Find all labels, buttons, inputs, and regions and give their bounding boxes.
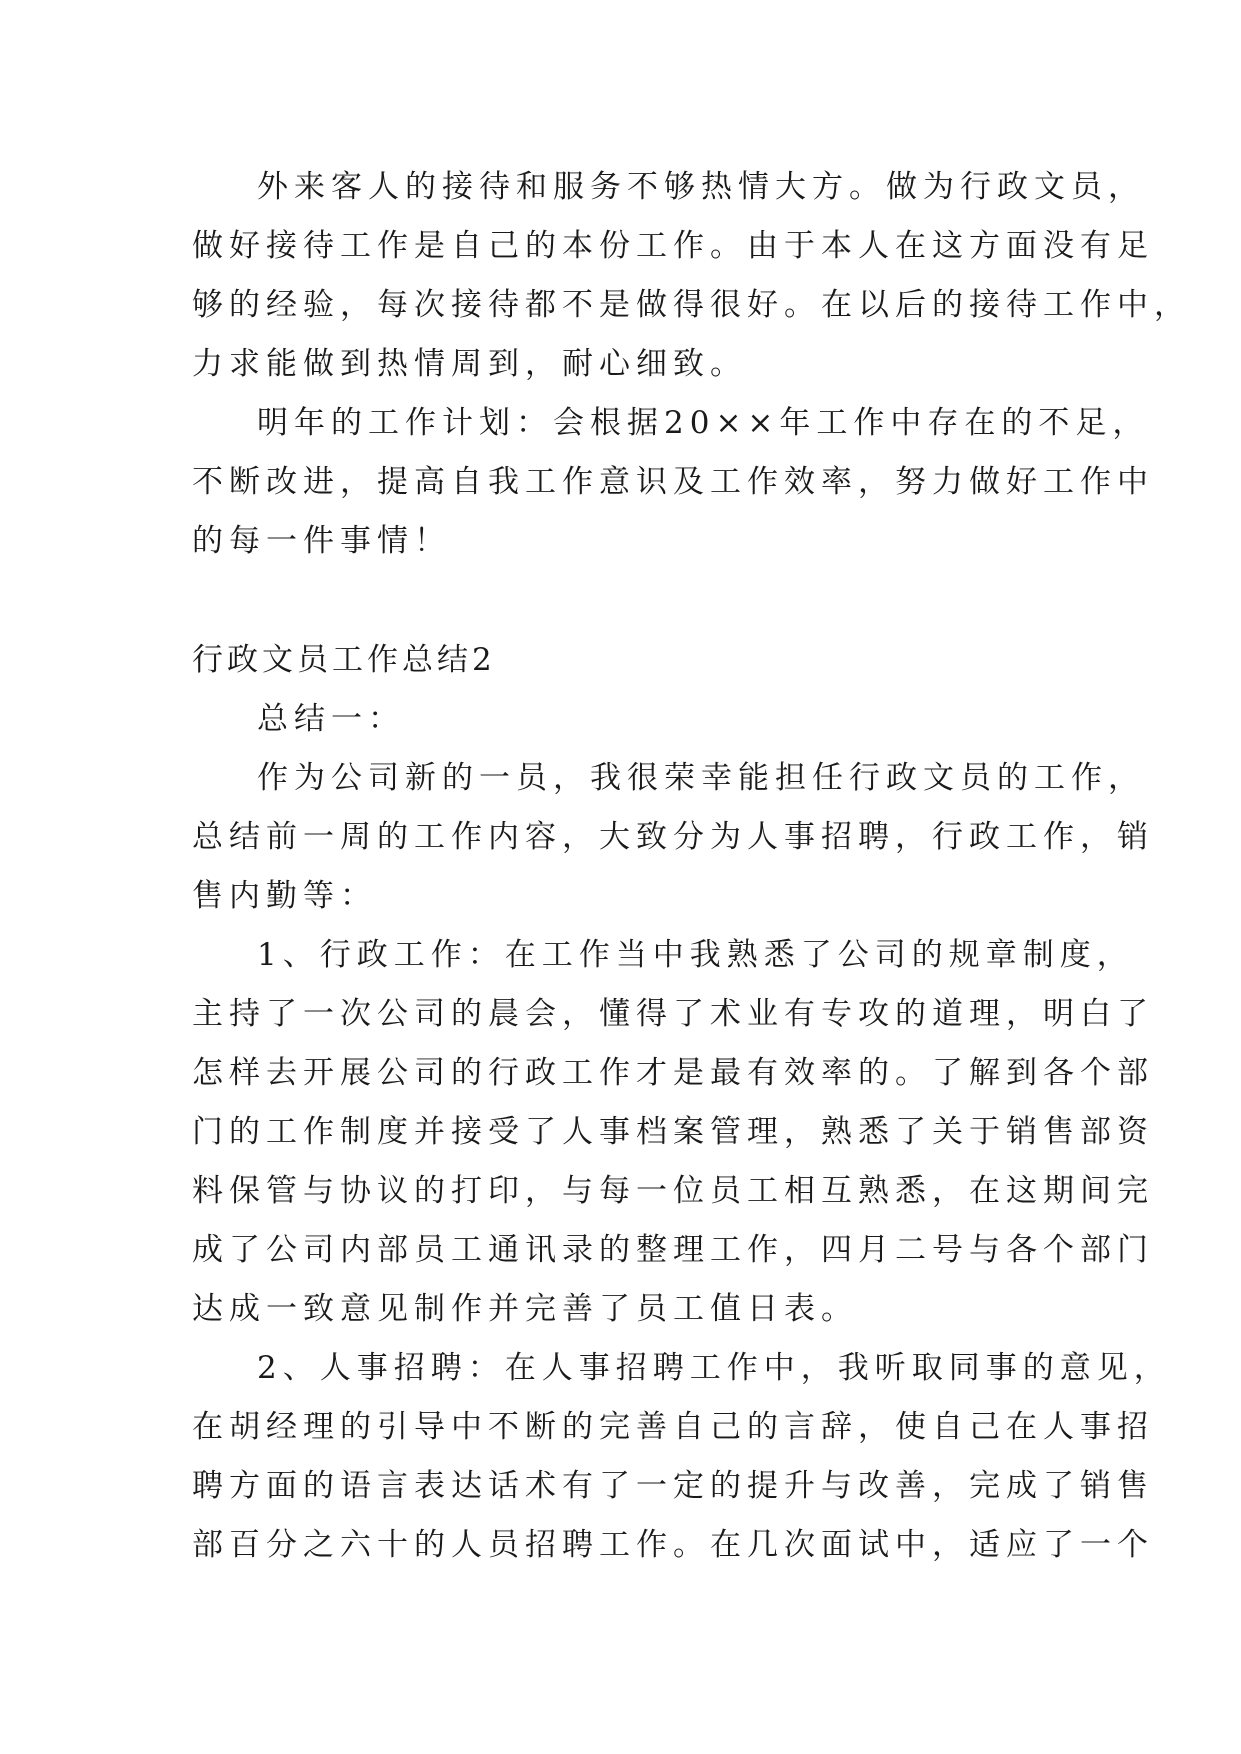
text-line: 在胡经理的引导中不断的完善自己的言辞，使自己在人事招 bbox=[192, 1409, 1154, 1445]
section-spacer bbox=[192, 571, 1052, 631]
text-line: 明年的工作计划：会根据20××年工作中存在的不足， bbox=[257, 405, 1150, 441]
paragraph-recruitment bbox=[192, 1339, 1171, 1575]
paragraph-admin-work bbox=[192, 926, 1154, 1339]
text-line: 聘方面的语言表达话术有了一定的提升与改善，完成了销售 bbox=[192, 1468, 1154, 1504]
document-body bbox=[192, 158, 1191, 1575]
paragraph-reception bbox=[192, 158, 1191, 394]
paragraph-next-year-plan bbox=[192, 394, 1154, 571]
text-line: 售内勤等： bbox=[192, 878, 377, 914]
text-line: 做好接待工作是自己的本份工作。由于本人在这方面没有足 bbox=[192, 228, 1154, 264]
text-line: 总结前一周的工作内容，大致分为人事招聘，行政工作，销 bbox=[192, 819, 1154, 855]
text-line: 门的工作制度并接受了人事档案管理，熟悉了关于销售部资 bbox=[192, 1114, 1154, 1150]
text-line: 总结一： bbox=[257, 701, 405, 737]
text-line: 外来客人的接待和服务不够热情大方。做为行政文员， bbox=[257, 169, 1145, 205]
section-title: 行政文员工作总结2 bbox=[192, 642, 496, 678]
text-line: 部百分之六十的人员招聘工作。在几次面试中，适应了一个 bbox=[192, 1527, 1154, 1563]
text-line: 作为公司新的一员，我很荣幸能担任行政文员的工作， bbox=[257, 760, 1145, 796]
text-line: 不断改进，提高自我工作意识及工作效率，努力做好工作中 bbox=[192, 464, 1154, 500]
text-line: 够的经验，每次接待都不是做得很好。在以后的接待工作中， bbox=[192, 287, 1191, 323]
text-line: 2、人事招聘：在人事招聘工作中，我听取同事的意见， bbox=[257, 1350, 1171, 1386]
text-line: 力求能做到热情周到，耐心细致。 bbox=[192, 346, 747, 382]
text-line: 主持了一次公司的晨会，懂得了术业有专攻的道理，明白了 bbox=[192, 996, 1154, 1032]
text-line: 达成一致意见制作并完善了员工值日表。 bbox=[192, 1291, 858, 1327]
text-line: 的每一件事情！ bbox=[192, 523, 451, 559]
text-line: 1、行政工作：在工作当中我熟悉了公司的规章制度， bbox=[257, 937, 1134, 973]
text-line: 怎样去开展公司的行政工作才是最有效率的。了解到各个部 bbox=[192, 1055, 1154, 1091]
text-line: 成了公司内部员工通讯录的整理工作，四月二号与各个部门 bbox=[192, 1232, 1154, 1268]
paragraph-intro bbox=[192, 749, 1154, 926]
text-line: 料保管与协议的打印，与每一位员工相互熟悉，在这期间完 bbox=[192, 1173, 1154, 1209]
paragraph-summary-one bbox=[192, 690, 1052, 749]
